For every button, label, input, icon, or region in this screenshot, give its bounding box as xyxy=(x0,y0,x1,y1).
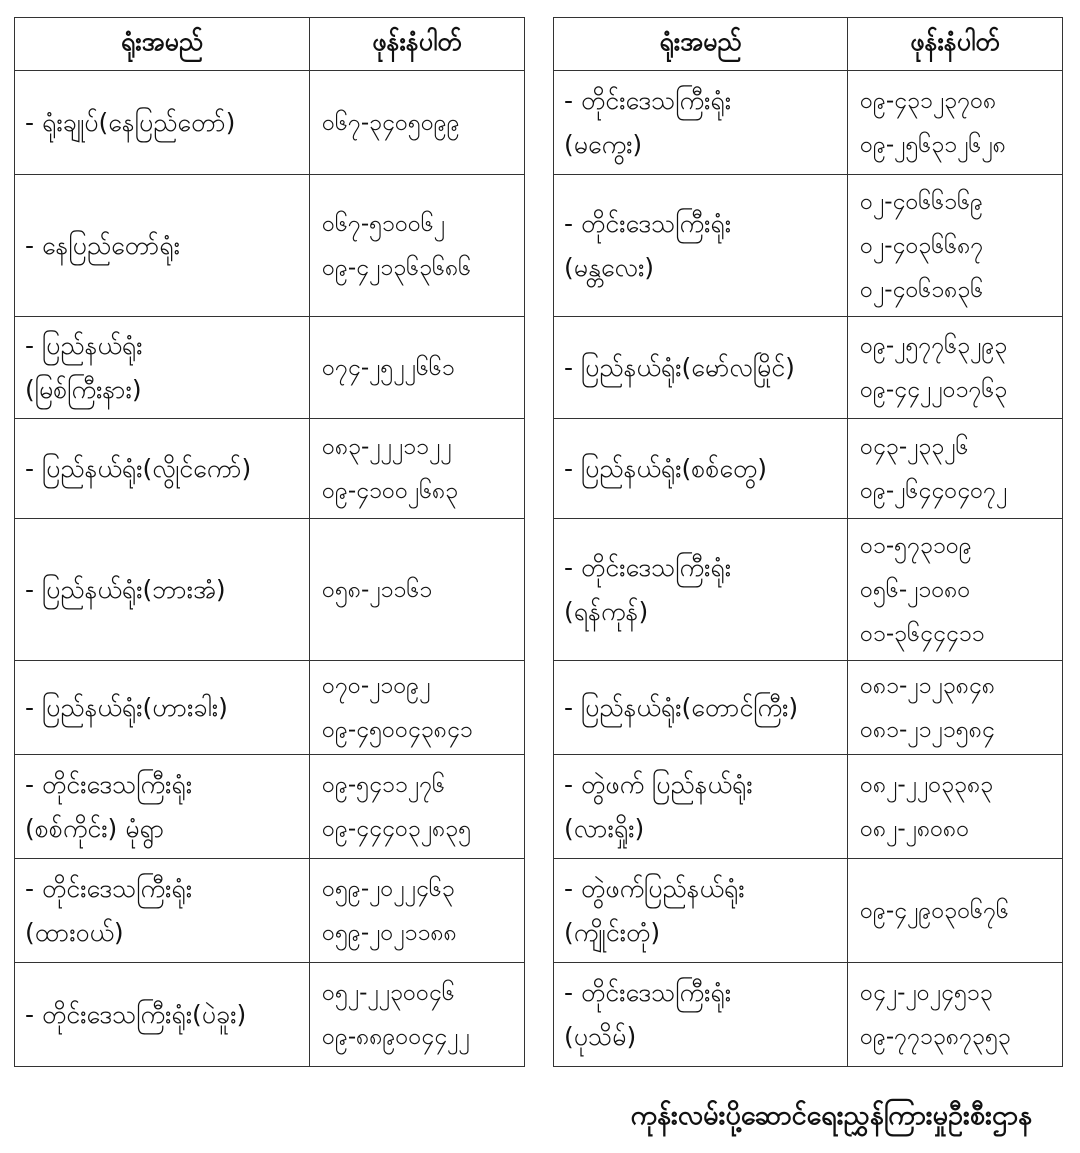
phone-number: ၀၂-၄၀၆၁၈၃၆ xyxy=(860,276,984,303)
table-header-row xyxy=(15,18,525,71)
table-row xyxy=(554,71,1063,175)
phone-number: ၀၈၁-၂၁၂၃၈၄၈ xyxy=(860,672,996,699)
phone-number: ၀၈၃-၂၂၂၁၁၂၂ xyxy=(322,433,452,460)
office-name: (ကျိုင်းတုံ) xyxy=(564,917,661,947)
office-name-cell xyxy=(15,419,310,519)
phone-number-header: ဖုန်းနံပါတ် xyxy=(310,18,525,71)
phone-number-cell xyxy=(310,519,525,661)
phone-number-header: ဖုန်းနံပါတ် xyxy=(848,18,1063,71)
phone-number: ၀၅၈-၂၁၁၆၁ xyxy=(322,576,433,603)
left-table-body xyxy=(15,71,525,1067)
office-name: - တိုင်းဒေသကြီးရုံး xyxy=(564,552,732,582)
office-name-cell xyxy=(15,859,310,963)
office-name-cell xyxy=(15,175,310,317)
table-row xyxy=(15,317,525,419)
phone-number-cell xyxy=(310,661,525,755)
phone-number-cell xyxy=(848,71,1063,175)
table-row xyxy=(554,755,1063,859)
office-name: (ထားဝယ်) xyxy=(25,917,124,947)
office-name: - ပြည်နယ်ရုံး(မော်လမြိုင်) xyxy=(564,352,795,382)
office-name: (လားရှိုး) xyxy=(564,813,645,843)
office-name-cell xyxy=(554,755,848,859)
table-row xyxy=(15,755,525,859)
office-name: (မြစ်ကြီးနား) xyxy=(25,374,142,404)
office-name: - တိုင်းဒေသကြီးရုံး xyxy=(25,873,193,903)
office-name-header: ရုံးအမည် xyxy=(15,18,310,71)
table-row xyxy=(554,661,1063,755)
office-name: (မန္တလေး) xyxy=(564,252,655,282)
office-name: - ပြည်နယ်ရုံး(ဘားအံ) xyxy=(25,574,226,604)
phone-number-cell xyxy=(848,661,1063,755)
phone-number: ၀၉-၅၄၁၁၂၇၆ xyxy=(322,771,446,798)
table-row xyxy=(15,175,525,317)
office-name-cell xyxy=(554,175,848,317)
table-row xyxy=(15,71,525,175)
phone-number-cell xyxy=(848,317,1063,419)
phone-number-cell xyxy=(848,419,1063,519)
phone-number: ၀၉-၂၅၇၇၆၃၂၉၃ xyxy=(860,332,1008,359)
office-name-cell xyxy=(554,419,848,519)
phone-number: ၀၆၇-၅၁၀၀၆၂ xyxy=(322,210,446,237)
phone-number-cell xyxy=(848,859,1063,963)
table-row xyxy=(15,859,525,963)
phone-number-cell xyxy=(848,755,1063,859)
phone-number: ၀၉-၂၆၄၄၀၄၀၇၂ xyxy=(860,477,1008,504)
office-name-cell xyxy=(15,519,310,661)
table-row xyxy=(554,419,1063,519)
phone-number-cell xyxy=(848,175,1063,317)
office-name: - တိုင်းဒေသကြီးရုံး(ပဲခူး) xyxy=(25,999,247,1029)
office-name-cell xyxy=(15,71,310,175)
office-name-cell xyxy=(554,317,848,419)
table-row xyxy=(554,963,1063,1067)
table-row xyxy=(554,175,1063,317)
office-name: - တိုင်းဒေသကြီးရုံး xyxy=(564,85,732,115)
phone-number-cell xyxy=(310,175,525,317)
office-name: - တွဲဖက်ပြည်နယ်ရုံး xyxy=(564,873,745,903)
phone-number: ၀၉-၄၂၁၃၆၃၆၈၆ xyxy=(322,254,472,281)
phone-number: ၀၂-၄၀၃၆၆၈၇ xyxy=(860,232,984,259)
office-name-header: ရုံးအမည် xyxy=(554,18,848,71)
table-row xyxy=(15,519,525,661)
office-name-cell xyxy=(554,859,848,963)
phone-number: ၀၇၀-၂၁၀၉၂ xyxy=(322,672,431,699)
office-name: - ရုံးချုပ်(နေပြည်တော်) xyxy=(25,107,236,137)
office-name: - ပြည်နယ်ရုံး(လွိုင်ကော်) xyxy=(25,453,252,483)
table-row xyxy=(554,859,1063,963)
office-name: - တိုင်းဒေသကြီးရုံး xyxy=(564,208,732,238)
phone-number: ၀၄၃-၂၃၃၂၆ xyxy=(860,433,969,460)
phone-number: ၀၈၂-၂၂၀၃၃၈၃ xyxy=(860,771,994,798)
phone-number: ၀၉-၄၃၁၂၃၇၀၈ xyxy=(860,87,997,114)
phone-number: ၀၉-၇၇၁၃၈၇၃၅၃ xyxy=(860,1023,1011,1050)
phone-number-cell xyxy=(310,859,525,963)
phone-number: ၀၉-၄၂၉၀၃၀၆၇၆ xyxy=(860,897,1009,924)
phone-number: ၀၉-၂၅၆၃၁၂၆၂၈ xyxy=(860,131,1006,158)
phone-number: ၀၉-၄၅၀၀၄၃၈၄၁ xyxy=(322,716,473,743)
phone-number-cell xyxy=(848,963,1063,1067)
phone-number: ၀၅၂-၂၂၃၀၀၄၆ xyxy=(322,979,455,1006)
office-name: (ပုသိမ်) xyxy=(564,1021,637,1051)
phone-number-cell xyxy=(310,317,525,419)
office-name-cell xyxy=(15,755,310,859)
phone-number: ၀၆၇-၃၄၀၅၀၉၉ xyxy=(322,109,460,136)
right-table-body xyxy=(554,71,1063,1067)
phone-number: ၀၄၂-၂၀၂၄၅၁၃ xyxy=(860,979,993,1006)
office-name-cell xyxy=(554,661,848,755)
phone-number: ၀၁-၅၇၃၁၀၉ xyxy=(860,532,972,559)
phone-number-cell xyxy=(310,963,525,1067)
office-name: - နေပြည်တော်ရုံး xyxy=(25,230,181,260)
phone-number: ၀၉-၄၄၄၀၃၂၈၃၅ xyxy=(322,815,472,842)
phone-number: ၀၂-၄၀၆၆၁၆၉ xyxy=(860,188,984,215)
department-name: ကုန်းလမ်းပို့ဆောင်ရေးညွှန်ကြားမှုဦးစီးဌာန xyxy=(630,1100,1032,1131)
office-name: - ပြည်နယ်ရုံး(တောင်ကြီး) xyxy=(564,692,799,722)
office-name: (မကွေး) xyxy=(564,129,643,159)
office-name: - ပြည်နယ်ရုံး xyxy=(25,330,143,360)
office-name-cell xyxy=(554,963,848,1067)
table-header-row xyxy=(554,18,1063,71)
phone-number-cell xyxy=(310,71,525,175)
office-name: - ပြည်နယ်ရုံး(ဟားခါး) xyxy=(25,692,228,722)
left-office-table xyxy=(14,17,525,1067)
phone-number: ၀၉-၈၈၉၀၀၄၄၂၂ xyxy=(322,1023,470,1050)
phone-number: ၀၉-၄၄၂၂၀၁၇၆၃ xyxy=(860,376,1008,403)
office-name: - တိုင်းဒေသကြီးရုံး xyxy=(564,977,732,1007)
phone-number: ၀၇၄-၂၅၂၂၆၆၁ xyxy=(322,354,455,381)
office-name-cell xyxy=(15,661,310,755)
table-row xyxy=(15,661,525,755)
office-name: - တွဲဖက် ပြည်နယ်ရုံး xyxy=(564,769,753,799)
phone-number: ၀၅၉-၂၀၂၂၄၆၃ xyxy=(322,875,455,902)
office-name: - တိုင်းဒေသကြီးရုံး xyxy=(25,769,193,799)
phone-number: ၀၁-၃၆၄၄၄၁၁ xyxy=(860,620,985,647)
phone-number-cell xyxy=(310,755,525,859)
table-row xyxy=(15,963,525,1067)
right-office-table xyxy=(553,17,1063,1067)
phone-number-cell xyxy=(310,419,525,519)
office-name-cell xyxy=(15,963,310,1067)
phone-number: ၀၈၂-၂၈၀၈၀ xyxy=(860,815,970,842)
office-name: - ပြည်နယ်ရုံး(စစ်တွေ) xyxy=(564,453,768,483)
office-name: (ရန်ကုန်) xyxy=(564,596,649,626)
phone-number-cell xyxy=(848,519,1063,661)
phone-number: ၀၉-၄၁၀၀၂၆၈၃ xyxy=(322,477,459,504)
office-name-cell xyxy=(554,519,848,661)
table-row xyxy=(15,419,525,519)
office-name-cell xyxy=(15,317,310,419)
phone-number: ၀၅၆-၂၁၀၈၀ xyxy=(860,576,971,603)
phone-number: ၀၅၉-၂၀၂၁၁၈၈ xyxy=(322,919,457,946)
office-name: (စစ်ကိုင်း) မုံရွာ xyxy=(25,813,165,843)
table-row xyxy=(554,519,1063,661)
office-name-cell xyxy=(554,71,848,175)
phone-number: ၀၈၁-၂၁၂၁၅၈၄ xyxy=(860,716,995,743)
table-row xyxy=(554,317,1063,419)
